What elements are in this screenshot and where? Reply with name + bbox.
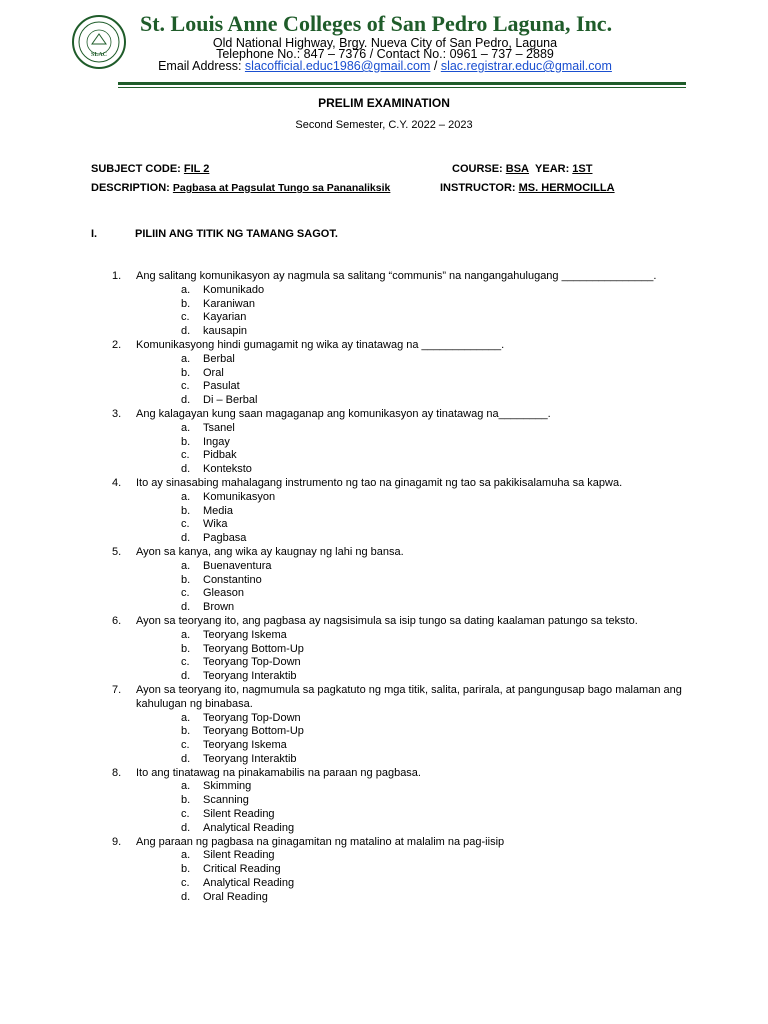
answer-option (0, 532, 768, 546)
instructor (440, 182, 615, 194)
letterhead (0, 0, 768, 95)
answer-option (0, 518, 768, 532)
option-text: Analytical Reading (203, 821, 295, 834)
answer-option (0, 794, 768, 808)
option-text: Analytical Reading (203, 877, 295, 890)
question-text: Ito ay sinasabing mahalagang instrumento ng tao na ginagamit ng tao sa pakikisalamuha sa kapwa. (136, 476, 623, 489)
email-link-official[interactable]: slacofficial.educ1986@gmail.com (244, 59, 431, 73)
option-letter: d. (181, 325, 191, 338)
option-text: Berbal (203, 352, 235, 365)
option-letter: d. (181, 532, 191, 545)
option-text: Teoryang Interaktib (203, 752, 297, 765)
question-number: 6. (112, 614, 122, 627)
question-number: 9. (112, 835, 122, 848)
subject-code-label: SUBJECT CODE: (91, 163, 184, 175)
answer-option (0, 629, 768, 643)
instructor-label: INSTRUCTOR: (440, 182, 519, 194)
description (91, 182, 390, 194)
question-text: Komunikasyong hindi gumagamit ng wika ay tinatawag na _____________. (136, 338, 505, 351)
question-item (0, 408, 768, 477)
question-item (0, 546, 768, 615)
question-text: Ang salitang komunikasyon ay nagmula sa salitang “communis” na nangangahulugang _______________. (136, 270, 657, 282)
question-item (0, 615, 768, 684)
answer-option (0, 505, 768, 519)
question-item (0, 270, 768, 339)
question-text: Ang paraan ng pagbasa na ginagamitan ng matalino at malalim na pag-iisip (136, 835, 505, 848)
option-text: Teoryang Interaktib (203, 670, 297, 683)
question-row (0, 408, 768, 422)
option-letter: b. (181, 642, 191, 655)
option-text: Teoryang Top-Down (203, 656, 301, 669)
option-letter: b. (181, 435, 191, 448)
question-number: 4. (112, 476, 122, 489)
question-row (0, 546, 768, 560)
option-text: Wika (203, 518, 228, 531)
option-letter: a. (181, 849, 191, 862)
answer-option (0, 574, 768, 588)
option-letter: a. (181, 711, 191, 724)
question-row (0, 477, 768, 491)
answer-option (0, 863, 768, 877)
year-value: 1ST (572, 163, 593, 175)
option-letter: d. (181, 601, 191, 614)
course-label: COURSE: (452, 163, 506, 175)
option-text: Pasulat (203, 380, 240, 393)
answer-option (0, 311, 768, 325)
question-item (0, 477, 768, 546)
answer-option (0, 601, 768, 615)
answer-option (0, 353, 768, 367)
answer-option (0, 463, 768, 477)
question-row (0, 836, 768, 850)
year-label: YEAR: (535, 163, 573, 175)
option-text: Silent Reading (203, 808, 275, 821)
answer-option (0, 712, 768, 726)
option-text: kausapin (203, 325, 248, 338)
option-letter: a. (181, 780, 191, 793)
option-text: Gleason (203, 587, 244, 600)
school-telephone: Telephone No.: 847 – 7376 / Contact No.: 0961 – 737 – 2889 (216, 47, 554, 61)
option-text: Media (203, 504, 233, 517)
question-number: 2. (112, 338, 122, 351)
seal-initials: SLAC (90, 52, 108, 58)
question-text: Ayon sa teoryang ito, ang pagbasa ay nagsisimula sa isip tungo sa dating kaalaman patungo sa teksto. (136, 614, 638, 627)
option-letter: c. (181, 656, 190, 669)
option-letter: d. (181, 670, 191, 683)
answer-option (0, 422, 768, 436)
answer-option (0, 753, 768, 767)
section-heading (91, 228, 338, 240)
option-text: Ingay (203, 435, 230, 448)
question-row (0, 684, 768, 712)
answer-option (0, 822, 768, 836)
option-letter: c. (181, 449, 190, 462)
answer-option (0, 491, 768, 505)
option-letter: b. (181, 863, 191, 876)
option-text: Oral (203, 366, 224, 379)
description-label: DESCRIPTION: (91, 182, 173, 194)
option-text: Teoryang Iskema (203, 739, 287, 752)
option-text: Silent Reading (203, 849, 275, 862)
exam-title: PRELIM EXAMINATION (318, 96, 450, 110)
option-letter: c. (181, 587, 190, 600)
option-text: Pidbak (203, 449, 237, 462)
question-list (0, 270, 768, 905)
answer-option (0, 394, 768, 408)
answer-option (0, 656, 768, 670)
question-number: 7. (112, 683, 122, 696)
question-item (0, 836, 768, 905)
option-text: Tsanel (203, 421, 235, 434)
question-item (0, 767, 768, 836)
question-text: Ayon sa teoryang ito, nagmumula sa pagkatuto ng mga titik, salita, parirala, at pangungusap bago malaman ang kahulugan ng binabasa. (136, 683, 682, 710)
answer-option (0, 380, 768, 394)
option-letter: d. (181, 752, 191, 765)
header-divider-thin (118, 87, 686, 88)
option-text: Critical Reading (203, 863, 281, 876)
option-letter: a. (181, 628, 191, 641)
section-title: PILIIN ANG TITIK NG TAMANG SAGOT. (135, 228, 338, 240)
option-letter: a. (181, 559, 191, 572)
course-year (452, 163, 592, 175)
option-text: Teoryang Top-Down (203, 711, 301, 724)
answer-option (0, 849, 768, 863)
school-name: St. Louis Anne Colleges of San Pedro Laguna, Inc. (140, 11, 613, 36)
answer-option (0, 725, 768, 739)
email-separator: / (430, 59, 441, 73)
option-letter: d. (181, 463, 191, 476)
question-number: 1. (112, 270, 122, 282)
answer-option (0, 808, 768, 822)
question-item (0, 339, 768, 408)
question-text: Ito ang tinatawag na pinakamabilis na paraan ng pagbasa. (136, 766, 421, 779)
option-letter: a. (181, 352, 191, 365)
school-address: Old National Highway, Brgy. Nueva City of San Pedro, Laguna (212, 36, 558, 50)
option-text: Teoryang Bottom-Up (203, 725, 304, 738)
question-row (0, 339, 768, 353)
option-letter: c. (181, 518, 190, 531)
option-letter: a. (181, 283, 191, 296)
question-number: 8. (112, 766, 122, 779)
email-link-registrar[interactable]: slac.registrar.educ@gmail.com (440, 59, 612, 73)
option-letter: a. (181, 490, 191, 503)
school-email-line (120, 60, 650, 73)
option-text: Di – Berbal (203, 394, 258, 407)
option-text: Skimming (203, 780, 252, 793)
option-letter: b. (181, 794, 191, 807)
subject-code-value: FIL 2 (183, 163, 210, 175)
exam-semester: Second Semester, C.Y. 2022 – 2023 (295, 119, 473, 131)
option-letter: b. (181, 297, 191, 310)
email-label: Email Address: (158, 59, 245, 73)
option-letter: b. (181, 504, 191, 517)
option-text: Oral Reading (203, 890, 268, 903)
subject-code (91, 163, 209, 175)
option-text: Karaniwan (203, 297, 255, 310)
section-number: I. (91, 228, 98, 240)
question-row (0, 270, 768, 284)
option-text: Kayarian (203, 311, 247, 324)
option-letter: d. (181, 821, 191, 834)
option-letter: c. (181, 380, 190, 393)
answer-option (0, 367, 768, 381)
answer-option (0, 643, 768, 657)
option-text: Teoryang Iskema (203, 628, 287, 641)
answer-option (0, 325, 768, 339)
option-text: Brown (203, 601, 235, 614)
instructor-value: MS. HERMOCILLA (518, 182, 615, 194)
option-text: Buenaventura (203, 559, 272, 572)
answer-option (0, 560, 768, 574)
option-text: Scanning (203, 794, 249, 807)
option-letter: c. (181, 739, 190, 752)
option-letter: c. (181, 808, 190, 821)
question-row (0, 767, 768, 781)
question-number: 3. (112, 407, 122, 420)
question-number: 5. (112, 545, 122, 558)
answer-option (0, 449, 768, 463)
option-letter: b. (181, 725, 191, 738)
option-letter: c. (181, 311, 190, 324)
option-text: Teoryang Bottom-Up (203, 642, 304, 655)
answer-option (0, 877, 768, 891)
answer-option (0, 670, 768, 684)
header-divider-thick (118, 82, 686, 85)
option-text: Komunikado (203, 283, 265, 296)
option-letter: a. (181, 421, 191, 434)
question-text: Ayon sa kanya, ang wika ay kaugnay ng lahi ng bansa. (136, 545, 404, 558)
description-value: Pagbasa at Pagsulat Tungo sa Pananaliksik (172, 182, 391, 194)
option-text: Konteksto (203, 463, 252, 476)
option-letter: d. (181, 394, 191, 407)
course-value: BSA (505, 163, 530, 175)
option-letter: c. (181, 877, 190, 890)
option-text: Constantino (203, 573, 262, 586)
option-letter: b. (181, 573, 191, 586)
question-item (0, 684, 768, 767)
answer-option (0, 780, 768, 794)
question-text: Ang kalagayan kung saan magaganap ang komunikasyon ay tinatawag na________. (136, 407, 551, 420)
option-letter: d. (181, 890, 191, 903)
option-text: Pagbasa (203, 532, 247, 545)
question-row (0, 615, 768, 629)
answer-option (0, 436, 768, 450)
answer-option (0, 298, 768, 312)
answer-option (0, 739, 768, 753)
option-letter: b. (181, 366, 191, 379)
answer-option (0, 284, 768, 298)
answer-option (0, 587, 768, 601)
answer-option (0, 891, 768, 905)
option-text: Komunikasyon (203, 490, 276, 503)
